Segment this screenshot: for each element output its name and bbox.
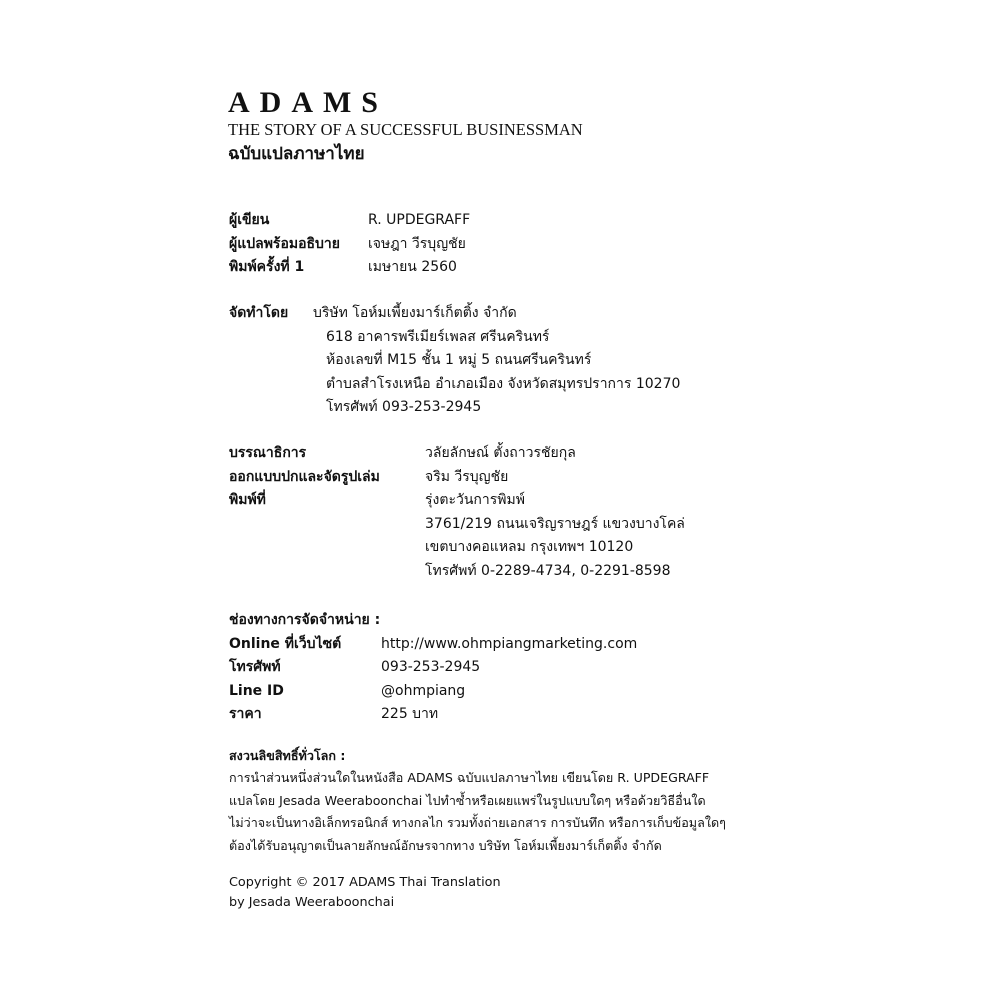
line-id-label: Line ID (229, 682, 284, 699)
edition-value: เมษายน 2560 (368, 259, 457, 275)
line-id-value: @ohmpiang (381, 682, 466, 699)
rights-block (229, 745, 726, 857)
author-label: ผู้เขียน (229, 212, 270, 228)
producer-address-line: ตำบลสำโรงเหนือ อำเภอเมือง จังหวัดสมุทรปราการ 10270 (326, 375, 681, 392)
printer-value: รุ่งตะวันการพิมพ์ (425, 492, 525, 508)
producer-phone: โทรศัพท์ 093-253-2945 (326, 399, 482, 415)
distribution-row-price (229, 703, 439, 727)
printer-address-line: 3761/219 ถนนเจริญราษฎร์ แขวงบางโคล่ (425, 515, 685, 532)
staff-block (229, 442, 685, 583)
phone-label: โทรศัพท์ (229, 659, 281, 675)
rights-line: ไม่ว่าจะเป็นทางอิเล็กทรอนิกส์ ทางกลไก รวมทั้งถ่ายเอกสาร การบันทึก หรือการเก็บข้อมูลใดๆ (229, 815, 726, 830)
book-title: ADAMS (228, 86, 388, 119)
price-label: ราคา (229, 706, 262, 722)
edition-label: พิมพ์ครั้งที่ 1 (229, 259, 305, 275)
printer-row (229, 489, 685, 513)
designer-label: ออกแบบปกและจัดรูปเล่ม (229, 468, 380, 485)
thai-edition-label: ฉบับแปลภาษาไทย (228, 144, 365, 164)
editor-row (229, 442, 685, 466)
copyright-line: Copyright © 2017 ADAMS Thai Translation (229, 875, 501, 890)
rights-line: แปลโดย Jesada Weeraboonchai ไปทำซ้ำหรือเผยแพร่ในรูปแบบใดๆ หรือด้วยวิธีอื่นใด (229, 792, 706, 808)
producer-row (229, 302, 680, 326)
price-value: 225 บาท (381, 706, 439, 722)
distribution-row-phone (229, 656, 481, 680)
producer-block (229, 302, 680, 420)
distribution-block (229, 609, 638, 727)
designer-value: จริม วีรบุญชัย (425, 468, 509, 485)
copyright-notice (229, 873, 501, 913)
author-value: R. UPDEGRAFF (368, 212, 471, 228)
printer-address-line: เขตบางคอแหลม กรุงเทพฯ 10120 (425, 539, 634, 555)
rights-heading: สงวนลิขสิทธิ์ทั่วโลก : (229, 748, 346, 763)
printer-phone: โทรศัพท์ 0-2289-4734, 0-2291-8598 (425, 562, 671, 579)
phone-value: 093-253-2945 (381, 659, 481, 675)
translator-value: เจษฎา วีรบุญชัย (368, 235, 466, 252)
designer-row (229, 466, 685, 490)
producer-label: จัดทำโดย (229, 305, 289, 321)
translator-label: ผู้แปลพร้อมอธิบาย (229, 235, 340, 252)
producer-address-line: ห้องเลขที่ M15 ชั้น 1 หมู่ 5 ถนนศรีนครินทร์ (326, 352, 592, 368)
distribution-row-website (229, 633, 638, 657)
rights-line: การนำส่วนหนึ่งส่วนใดในหนังสือ ADAMS ฉบับแปลภาษาไทย เขียนโดย R. UPDEGRAFF (229, 770, 710, 785)
website-label: Online ที่เว็บไซต์ (229, 635, 342, 652)
printer-label: พิมพ์ที่ (229, 492, 266, 508)
editor-value: วลัยลักษณ์ ตั้งถาวรชัยกุล (425, 445, 576, 461)
distribution-row-line (229, 680, 466, 704)
book-subtitle: THE STORY OF A SUCCESSFUL BUSINESSMAN (228, 120, 583, 139)
rights-line: ต้องได้รับอนุญาตเป็นลายลักษณ์อักษรจากทาง บริษัท โอห์มเพี้ยงมาร์เก็ตติ้ง จำกัด (229, 837, 662, 853)
editor-label: บรรณาธิการ (229, 445, 307, 461)
copyright-translator-line: by Jesada Weeraboonchai (229, 895, 395, 910)
website-link[interactable]: http://www.ohmpiangmarketing.com (381, 635, 638, 652)
producer-name: บริษัท โอห์มเพี้ยงมาร์เก็ตติ้ง จำกัด (313, 305, 517, 321)
distribution-heading: ช่องทางการจัดจำหน่าย : (229, 612, 381, 628)
producer-address-line: 618 อาคารพรีเมียร์เพลส ศรีนครินทร์ (326, 328, 550, 345)
